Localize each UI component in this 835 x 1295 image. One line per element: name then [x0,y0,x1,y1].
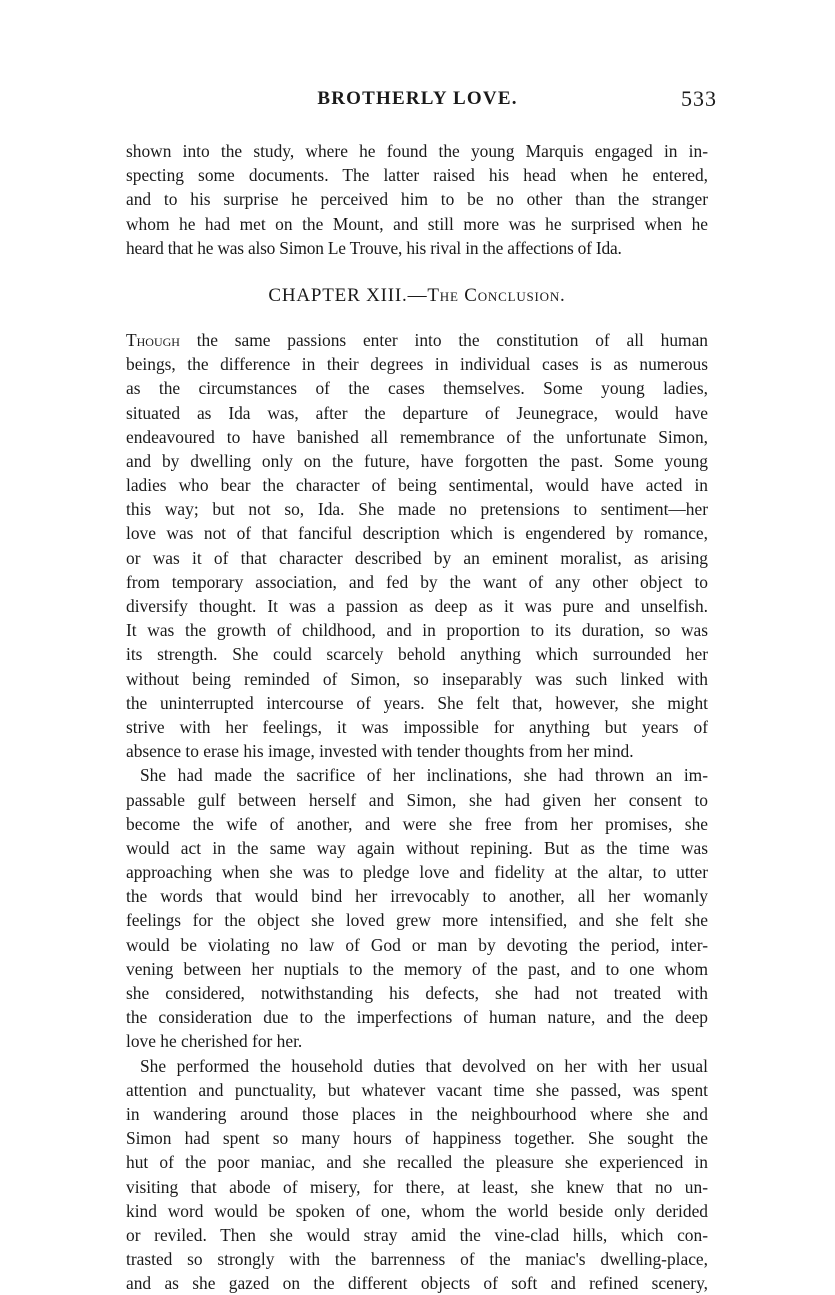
lead-rest: the same passions enter into the constitution of all human [179,329,708,350]
text-line: in wandering around those places in the neighbourhood where she and [126,1103,708,1124]
text-line: endeavoured to have banished all remembrance of the unfortunate Simon, [126,426,708,447]
running-head [0,88,835,118]
paragraph-2 [126,328,708,763]
page-number: 533 [681,86,717,111]
text-line: shown into the study, where he found the young Marquis engaged in in- [126,141,708,161]
text-line: She had made the sacrifice of her inclinations, she had thrown an im- [140,765,708,786]
text-line: become the wife of another, and were she free from her promises, she [126,813,708,834]
text-line: the words that would bind her irrevocably to another, all her womanly [126,886,708,907]
text-line: specting some documents. The latter raised his head when he entered, [126,165,708,186]
text-line: she considered, notwithstanding his defects, she had not treated with [126,983,708,1003]
text-line: She performed the household duties that devolved on her with her usual [140,1055,708,1076]
text-line: as the circumstances of the cases themselves. Some young ladies, [126,378,708,399]
text-line: would be violating no law of God or man by devoting the period, inter- [126,934,708,955]
text-line: this way; but not so, Ida. She made no pretensions to sentiment—her [126,499,708,520]
text-line: hut of the poor maniac, and she recalled the pleasure she experienced in [126,1152,708,1173]
text-line: It was the growth of childhood, and in proportion to its duration, so was [126,620,708,641]
text-line: beings, the difference in their degrees in individual cases is as numerous [126,354,708,375]
text-line: its strength. She could scarcely behold anything which surrounded her [126,644,708,665]
chapter-label: CHAPTER XIII. [268,284,408,306]
text-line: love he cherished for her. [126,1031,303,1052]
text-line: and as she gazed on the different objects of soft and refined scenery, [126,1273,708,1294]
text-line: Simon had spent so many hours of happiness together. She sought the [126,1128,708,1149]
lead-word: Though [126,329,180,350]
text-line: and by dwelling only on the future, have forgotten the past. Some young [126,450,708,471]
chapter-title: The Conclusion. [427,284,566,306]
text-line: and to his surprise he perceived him to be no other than the stranger [126,189,708,210]
running-title: BROTHERLY LOVE. [317,88,518,109]
text-line: passable gulf between herself and Simon, she had given her consent to [126,789,708,810]
paragraph-4 [126,1054,708,1295]
text-line: whom he had met on the Mount, and still more was he surprised when he [126,213,708,234]
text-line: love was not of that fanciful description which is engendered by romance, [126,523,708,544]
text-line: or was it of that character described by an eminent moralist, as arising [126,547,708,568]
text-line: kind word would be spoken of one, whom the world beside only derided [126,1200,708,1221]
text-line: heard that he was also Simon Le Trouve, his rival in the affections of Ida. [126,237,622,258]
text-line: visiting that abode of misery, for there, at least, she knew that no un- [126,1176,708,1197]
paragraph-1 [126,139,708,260]
text-line: strive with her feelings, it was impossible for anything but years of [126,716,708,737]
text-line [126,328,708,352]
text-line: the consideration due to the imperfections of human nature, and the deep [126,1007,708,1028]
text-line: vening between her nuptials to the memory of the past, and to one whom [126,958,708,979]
chapter-heading [126,281,708,311]
text-line: trasted so strongly with the barrenness of the maniac's dwelling-place, [126,1249,708,1270]
text-line: situated as Ida was, after the departure of Jeunegrace, would have [126,402,708,423]
text-line: attention and punctuality, but whatever vacant time she passed, was spent [126,1079,708,1100]
text-line: ladies who bear the character of being sentimental, would have acted in [126,475,708,496]
paragraph-3 [126,763,708,1053]
text-line: the uninterrupted intercourse of years. She felt that, however, she might [126,692,708,713]
text-line: diversify thought. It was a passion as deep as it was pure and unselfish. [126,596,708,616]
text-line: approaching when she was to pledge love and fidelity at the altar, to utter [126,862,708,883]
text-line: feelings for the object she loved grew more intensified, and she felt she [126,910,708,931]
text-line: or reviled. Then she would stray amid the vine-clad hills, which con- [126,1224,708,1245]
chapter-dash: — [407,284,428,306]
page-body [126,139,708,1295]
text-line: absence to erase his image, invested with tender thoughts from her mind. [126,741,634,762]
text-line: without being reminded of Simon, so inseparably was such linked with [126,668,708,689]
text-line: from temporary association, and fed by the want of any other object to [126,571,708,592]
text-line: would act in the same way again without repining. But as the time was [126,837,708,858]
